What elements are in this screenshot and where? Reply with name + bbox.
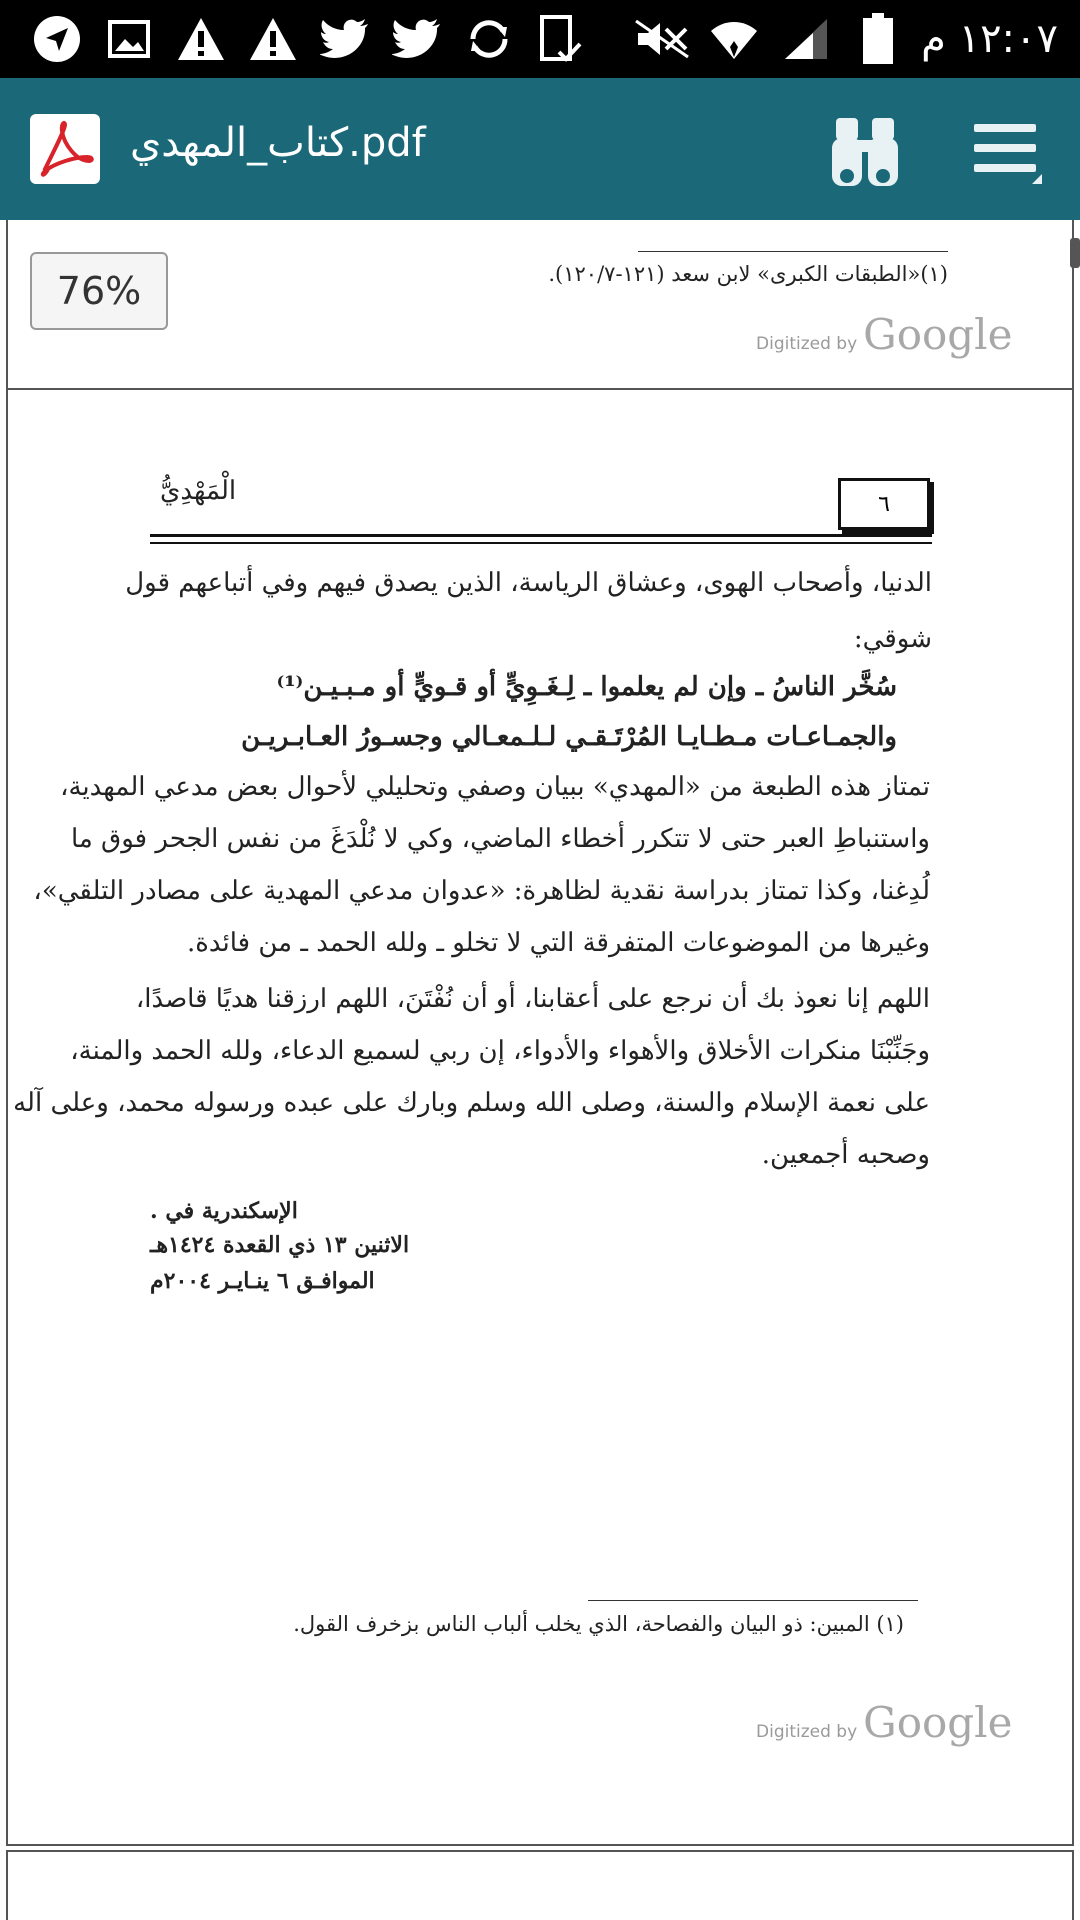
warning-icon <box>244 10 302 68</box>
twitter-icon <box>388 10 446 68</box>
signature-line: الإسكندرية في . <box>150 1198 298 1224</box>
mute-icon <box>633 10 691 68</box>
image-icon <box>100 10 158 68</box>
paragraph-line: الدنيا، وأصحاب الهوى، وعشاق الرياسة، الذين يصدق فيهم وفي أتباعهم قول <box>125 568 932 598</box>
pdf-page-next <box>6 1850 1074 1920</box>
status-bar <box>0 0 1080 78</box>
zoom-level[interactable]: 76% <box>30 252 168 330</box>
digitized-label: Digitized by <box>756 1722 858 1742</box>
page-number: ٦ <box>838 478 930 530</box>
twitter-icon <box>316 10 374 68</box>
verse-line: سُخَّر الناسُ ـ وإن لم يعلموا ـ لِـغَـوِيٍّ أو قـويٍّ أو مـبـيـن⁽¹⁾ <box>276 672 897 702</box>
paragraph-line: تمتاز هذه الطبعة من «المهدي» ببيان وصفي وتحليلي لأحوال بعض مدعي المهدية، <box>60 772 930 802</box>
footnote-rule <box>638 251 948 252</box>
google-wordmark: Google <box>863 1698 1013 1747</box>
footnote-rule <box>588 1600 918 1601</box>
warning-icon <box>172 10 230 68</box>
paragraph-line: اللهم إنا نعوذ بك أن نرجع على أعقابنا، أو أن نُفْتَنَ، اللهم ارزقنا هديًا قاصدًا، <box>135 984 930 1014</box>
pdf-viewer[interactable] <box>0 220 1080 1920</box>
paragraph-line: وصحبه أجمعين. <box>761 1140 930 1170</box>
menu-icon[interactable] <box>972 118 1042 184</box>
footnote-text: (١)«الطبقات الكبرى» لابن سعد (١٢١-١٢٠/٧). <box>548 262 948 286</box>
signature-line: الموافـق ٦ ينـايـر ٢٠٠٤م <box>150 1268 375 1294</box>
notification-icons <box>28 10 590 68</box>
paragraph-line: شوقي: <box>853 624 932 654</box>
digitized-by-google <box>756 1698 1012 1747</box>
signal-icon <box>777 10 835 68</box>
battery-icon <box>849 10 907 68</box>
signature-line: الاثنين ١٣ ذي القعدة ١٤٢٤هـ <box>150 1232 410 1258</box>
paragraph-line: وجَنِّبْنَا منكرات الأخلاق والأهواء والأدواء، إن ربي لسميع الدعاء، ولله الحمد والمنة، <box>70 1036 930 1066</box>
wifi-icon <box>705 10 763 68</box>
digitized-label: Digitized by <box>756 334 858 354</box>
google-wordmark: Google <box>863 310 1013 359</box>
clock: ١٢:٠٧ م <box>921 16 1058 62</box>
system-icons <box>633 8 1058 70</box>
pdf-app-icon[interactable] <box>30 114 100 184</box>
header-title: الْمَهْدِيُّ <box>160 476 237 506</box>
paragraph-line: على نعمة الإسلام والسنة، وصلى الله وسلم وبارك على عبده ورسوله محمد، وعلى آله <box>13 1088 930 1118</box>
verse-line: والجمـاعـات مـطـايـا المُرْتَـقـي لـلـمعـالي وجسـورُ العـابـريـن <box>241 722 897 752</box>
sync-icon <box>460 10 518 68</box>
digitized-by-google <box>756 310 1012 359</box>
header-rule-top <box>150 534 932 537</box>
app-bar <box>0 78 1080 220</box>
scrollbar-thumb[interactable] <box>1070 238 1080 268</box>
paragraph-line: وغيرها من الموضوعات المتفرقة التي لا تخلو ـ ولله الحمد ـ من فائدة. <box>186 928 930 958</box>
document-title: كتاب_المهدي.pdf <box>130 120 426 166</box>
paragraph-line: واستنباطِ العبر حتى لا تتكرر أخطاء الماضي، وكي لا نُلْدَغَ من نفس الجحر فوق ما <box>70 824 930 854</box>
paragraph-line: لُدِغنا، وكذا تمتاز بدراسة نقدية لظاهرة: «عدوان مدعي المهدية على مصادر التلقي»، <box>33 876 930 906</box>
navigation-icon <box>28 10 86 68</box>
header-rule-bottom <box>150 542 932 544</box>
pdf-page-current <box>6 388 1074 1846</box>
tablet-check-icon <box>532 10 590 68</box>
binoculars-search-icon[interactable] <box>830 114 900 190</box>
footnote-text: (١) المبين: ذو البيان والفصاحة، الذي يخلب ألباب الناس بزخرف القول. <box>293 1612 904 1636</box>
